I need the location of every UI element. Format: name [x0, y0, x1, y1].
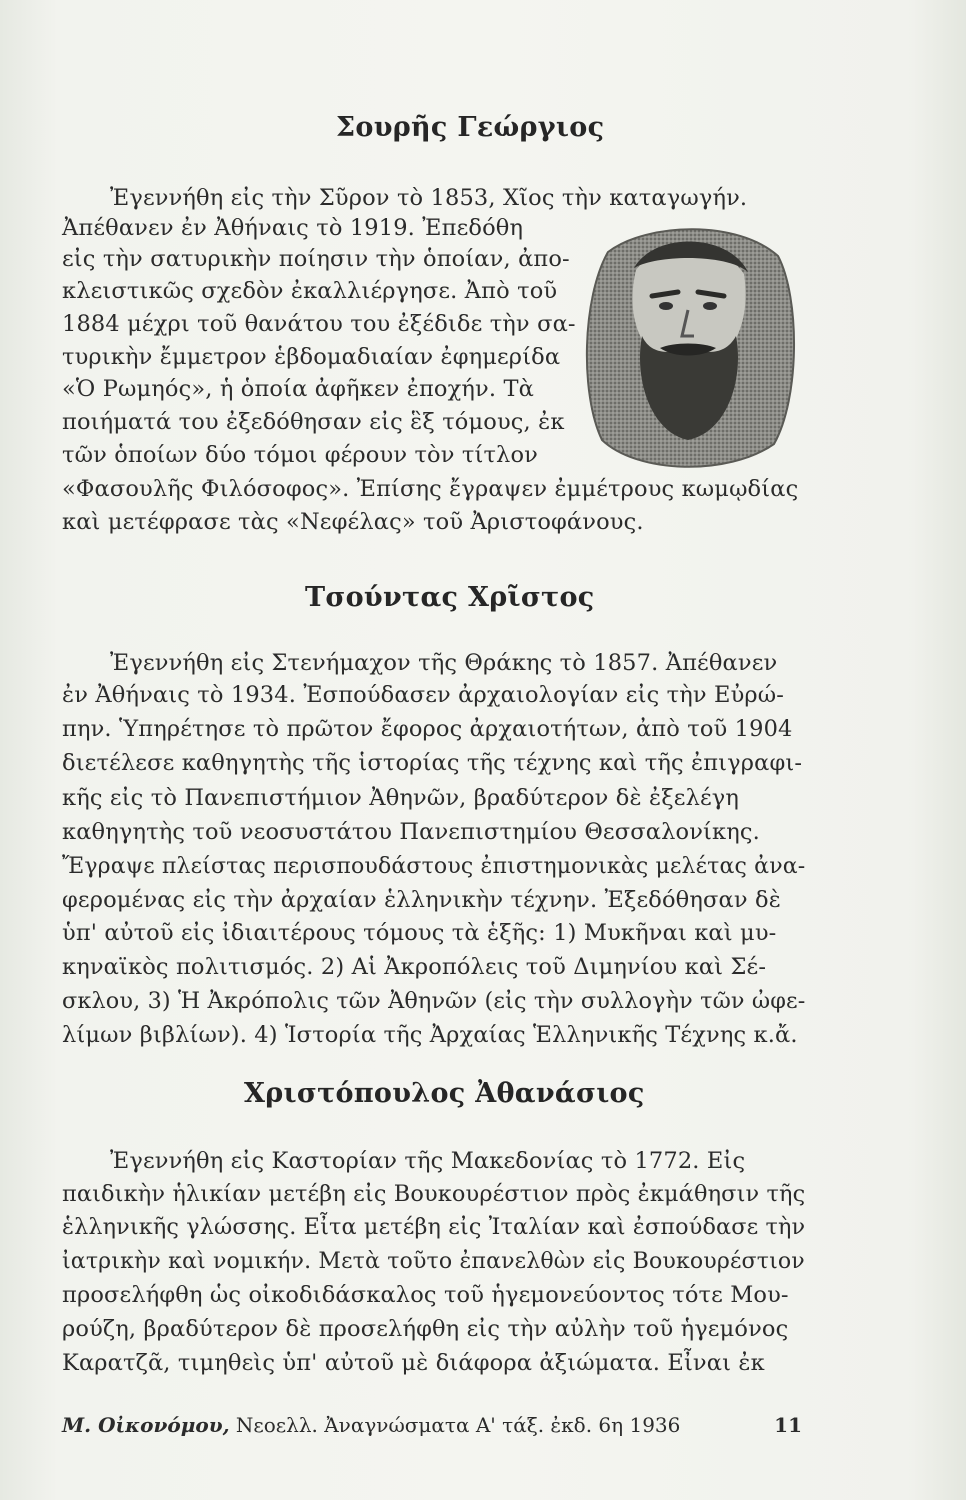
- text-line: ἑλληνικῆς γλώσσης. Εἶτα μετέβη εἰς Ἰταλίαν καὶ ἐσπούδασε τὴν: [62, 1214, 806, 1240]
- text-line: ἰατρικὴν καὶ νομικήν. Μετὰ τοῦτο ἐπανελθὼν εἰς Βουκουρέστιον: [62, 1248, 805, 1274]
- text-line: Ἐγεννήθη εἰς Στενήμαχον τῆς Θράκης τὸ 1857. Ἀπέθανεν: [110, 650, 778, 676]
- text-line: λίμων βιβλίων). 4) Ἱστορία τῆς Ἀρχαίας Ἑλληνικῆς Τέχνης κ.ἄ.: [62, 1022, 798, 1048]
- text-line: Ἐγεννήθη εἰς Καστορίαν τῆς Μακεδονίας τὸ 1772. Εἰς: [110, 1148, 746, 1174]
- text-line: διετέλεσε καθηγητὴς τῆς ἱστορίας τῆς τέχνης καὶ τῆς ἐπιγραφι-: [62, 750, 803, 776]
- text-line: Καρατζᾶ, τιμηθεὶς ὑπ' αὐτοῦ μὲ διάφορα ἀξιώματα. Εἶναι ἐκ: [62, 1350, 765, 1376]
- text-line: σκλου, 3) Ἡ Ἀκρόπολις τῶν Ἀθηνῶν (εἰς τὴν συλλογὴν τῶν ὠφε-: [62, 988, 806, 1014]
- text-line: κηναϊκὸς πολιτισμός. 2) Αἱ Ἀκροπόλεις τοῦ Διμηνίου καὶ Σέ-: [62, 954, 767, 980]
- text-line: εἰς τὴν σατυρικὴν ποίησιν τὴν ὁποίαν, ἀπο-: [62, 246, 570, 272]
- text-line: καθηγητὴς τοῦ νεοσυστάτου Πανεπιστημίου Θεσσαλονίκης.: [62, 819, 760, 845]
- text-line: πην. Ὑπηρέτησε τὸ πρῶτον ἔφορος ἀρχαιοτήτων, ἀπὸ τοῦ 1904: [62, 716, 793, 742]
- portrait-photo: [578, 218, 800, 470]
- footer-author: Μ. Οἰκονόμου,: [62, 1413, 230, 1437]
- section-heading: Σουρῆς Γεώργιος: [336, 112, 605, 143]
- text-line: ἐν Ἀθήναις τὸ 1934. Ἐσπούδασεν ἀρχαιολογίαν εἰς τὴν Εὐρώ-: [62, 682, 785, 708]
- text-line: προσελήφθη ὡς οἰκοδιδάσκαλος τοῦ ἡγεμονεύοντος τότε Μου-: [62, 1282, 789, 1308]
- text-line: τυρικὴν ἔμμετρον ἑβδομαδιαίαν ἐφημερίδα: [62, 344, 561, 370]
- text-line: φερομένας εἰς τὴν ἀρχαίαν ἑλληνικὴν τέχνην. Ἐξεδόθησαν δὲ: [62, 887, 781, 913]
- text-line: κῆς εἰς τὸ Πανεπιστήμιον Ἀθηνῶν, βραδύτερον δὲ ἐξελέγη: [62, 785, 740, 811]
- text-line: ρούζη, βραδύτερον δὲ προσελήφθη εἰς τὴν αὐλὴν τοῦ ἡγεμόνος: [62, 1316, 789, 1342]
- text-line: «Ὁ Ρωμηός», ἡ ὁποία ἀφῆκεν ἐποχήν. Τὰ: [62, 376, 534, 402]
- text-line: παιδικὴν ἡλικίαν μετέβη εἰς Βουκουρέστιον πρὸς ἐκμάθησιν τῆς: [62, 1181, 806, 1207]
- text-line: «Φασουλῆς Φιλόσοφος». Ἐπίσης ἔγραψεν ἐμμέτρους κωμῳδίας: [62, 476, 799, 502]
- text-line: καὶ μετέφρασε τὰς «Νεφέλας» τοῦ Ἀριστοφάνους.: [62, 509, 644, 535]
- text-line: ὑπ' αὐτοῦ εἰς ἰδιαιτέρους τόμους τὰ ἑξῆς: 1) Μυκῆναι καὶ μυ-: [62, 920, 777, 946]
- page-number: 11: [774, 1413, 802, 1437]
- text-line: Ἐγεννήθη εἰς τὴν Σῦρον τὸ 1853, Χῖος τὴν καταγωγήν.: [110, 185, 748, 211]
- text-line: Ἔγραψε πλείστας περισπουδάστους ἐπιστημονικὰς μελέτας ἀνα-: [62, 853, 806, 879]
- section-heading: Χριστόπουλος Ἀθανάσιος: [244, 1078, 645, 1109]
- text-line: ποιήματά του ἐξεδόθησαν εἰς ἓξ τόμους, ἐκ: [62, 409, 565, 435]
- section-heading: Τσούντας Χρῖστος: [305, 582, 595, 613]
- text-line: τῶν ὁποίων δύο τόμοι φέρουν τὸν τίτλον: [62, 442, 538, 468]
- footer-text: Νεοελλ. Ἀναγνώσματα Α' τάξ. ἐκδ. 6η 1936: [235, 1413, 681, 1437]
- page-footer: [62, 1413, 802, 1437]
- text-line: κλειστικῶς σχεδὸν ἐκαλλιέργησε. Ἀπὸ τοῦ: [62, 278, 558, 304]
- text-line: Ἀπέθανεν ἐν Ἀθήναις τὸ 1919. Ἐπεδόθη: [62, 215, 524, 241]
- text-line: 1884 μέχρι τοῦ θανάτου του ἐξέδιδε τὴν σα-: [62, 311, 576, 337]
